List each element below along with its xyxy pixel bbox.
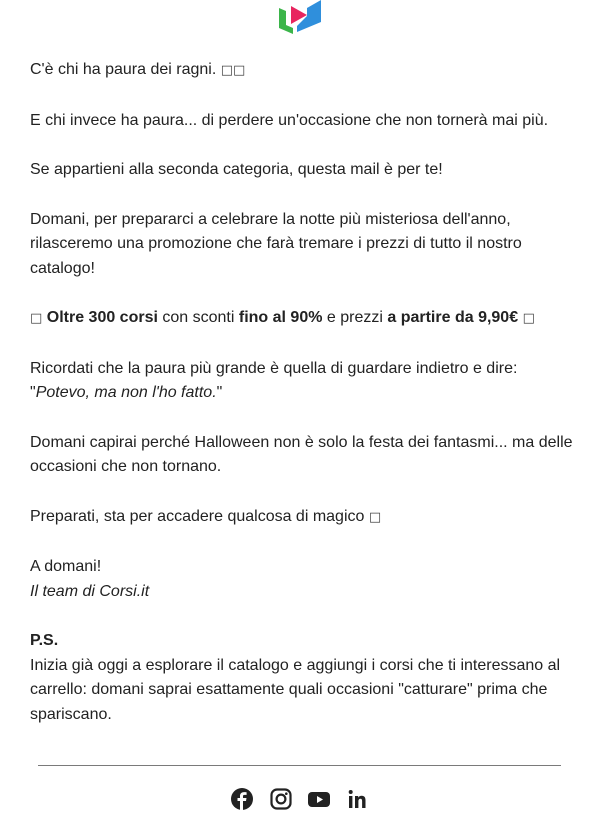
facebook-icon [231,788,253,810]
youtube-icon [308,788,330,810]
quote-open: " [30,384,36,401]
regret-quote: Potevo, ma non l'ho fatto. [35,384,217,401]
magic-text: Preparati, sta per accadere qualcosa di magico [30,507,365,525]
footer-divider [38,765,561,766]
paragraph-magic [30,505,578,531]
facebook-link[interactable] [231,788,253,810]
promo-text-1: con sconti [157,309,239,326]
promo-price: a partire da 9,90€ [387,309,519,326]
corsi-logo[interactable] [277,0,323,34]
postscript [30,629,578,727]
ghost-emoji-icon: □ [522,311,535,326]
promo-courses: Oltre 300 corsi [46,309,158,326]
regret-text: Ricordati che la paura più grande è quella di guardare indietro e dire: [30,359,518,377]
ps-label: P.S. [30,632,59,649]
paragraph-halloween: Domani capirai perché Halloween non è solo la festa dei fantasmi... ma delle occasioni che non tornano. [30,433,573,475]
intro-paragraph [30,58,578,84]
signature: Il team di Corsi.it [30,582,150,600]
signoff-greeting: A domani! [30,558,102,575]
intro-text: C'è chi ha paura dei ragni. [30,61,217,78]
youtube-link[interactable] [308,788,330,810]
instagram-icon [270,788,292,810]
linkedin-link[interactable] [346,788,368,810]
quote-close: " [216,384,223,401]
instagram-link[interactable] [270,788,292,810]
pumpkin-emoji-icon: □ [30,311,43,326]
spider-emoji-icon: □□ [220,63,246,78]
paragraph-regret [30,357,578,406]
paragraph-category: Se appartieni alla seconda categoria, questa mail è per te! [30,161,443,178]
signoff [30,555,578,604]
paragraph-fear: E chi invece ha paura... di perdere un'occasione che non tornerà mai più. [30,111,549,129]
social-links [230,788,370,812]
promo-text-2: e prezzi [322,309,388,326]
email-body [30,58,578,727]
ps-text: Inizia già oggi a esplorare il catalogo e aggiungi i corsi che ti interessano al carrello: domani saprai esattamente quali occasioni "catturare" prima che spariscano. [30,656,561,723]
promo-discount: fino al 90% [238,309,323,326]
paragraph-promo-announce: Domani, per prepararci a celebrare la notte più misteriosa dell'anno, rilasceremo una promozione che farà tremare i prezzi di tutto il nostro catalogo! [30,210,522,277]
linkedin-icon [346,788,368,810]
sparkle-emoji-icon: □ [368,509,382,525]
logo-icon [277,0,323,34]
promo-highlight [30,306,578,332]
